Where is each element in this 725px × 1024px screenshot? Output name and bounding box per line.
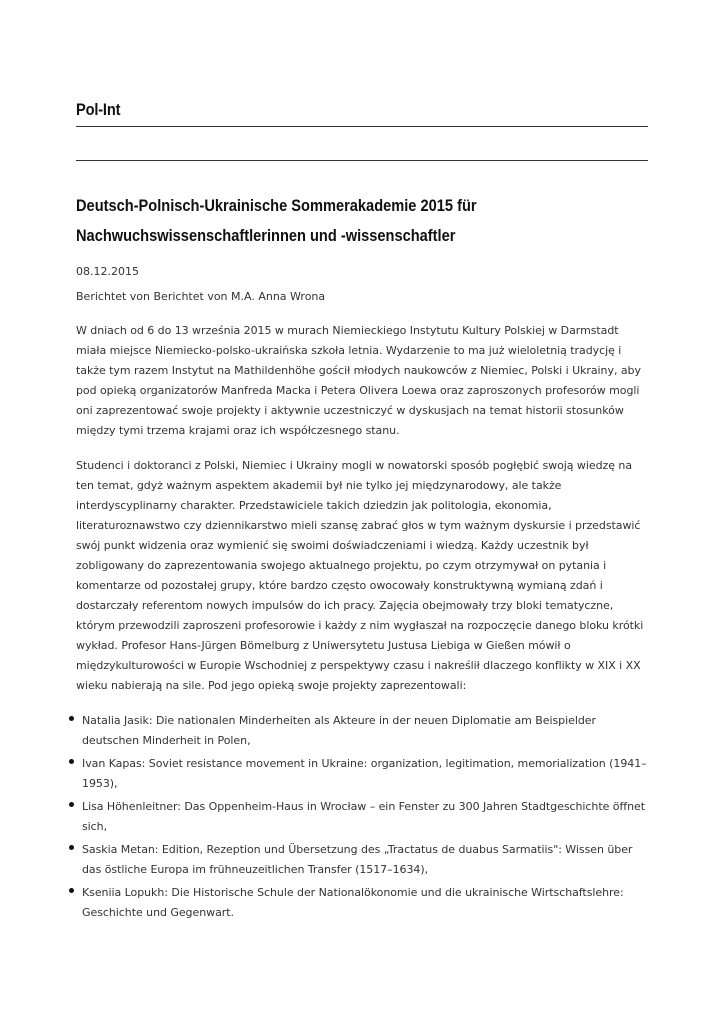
article-body — [76, 321, 651, 926]
list-item-text: Kseniia Lopukh: Die Historische Schule der Nationalökonomie und die ukrainische Wirtschaftslehre: Geschichte und Gegenwart. — [82, 886, 624, 919]
list-item-text: Ivan Kapas: Soviet resistance movement in Ukraine: organization, legitimation, memorialization (1941–1953), — [82, 757, 647, 790]
article-byline: Berichtet von Berichtet von M.A. Anna Wrona — [76, 290, 326, 303]
presenter-list — [76, 711, 651, 923]
header-divider — [76, 126, 648, 127]
list-item-text: Saskia Metan: Edition, Rezeption und Übersetzung des „Tractatus de duabus Sarmatiis": Wissen über das östliche Europa im frühneuzeitlichen Transfer (1517–1634), — [82, 843, 633, 876]
bullet-icon — [69, 888, 74, 893]
list-item — [76, 883, 651, 923]
paragraph: Studenci i doktoranci z Polski, Niemiec i Ukrainy mogli w nowatorski sposób pogłębić swoją wiedzę na ten temat, gdyż ważnym aspektem akademii był nie tylko jej międzynarodowy, ale także interdyscyplinarny charakter. Przedstawiciele takich dziedzin jak politologia, ekonomia, literaturoznawstwo czy dziennikarstwo mieli szansę zabrać głos w tym ważnym dyskursie i przedstawić swój punkt widzenia oraz wymienić się swoimi doświadczeniami i wiedzą. Każdy uczestnik był zobligowany do zaprezentowania swojego aktualnego projektu, po czym otrzymywał on pytania i komentarze od pozostałej grupy, które bardzo często owocowały konstruktywną wymianą zdań i dostarczały referentom nowych impulsów do ich pracy. Zajęcia obejmowały trzy bloki tematyczne, którym przewodzili zaproszeni profesorowie i każdy z nim wygłaszał na rozpoczęcie danego bloku krótki wykład. Profesor Hans-Jürgen Bömelburg z Uniwersytetu Justusa Liebiga w Gießen mówił o międzykulturowości w Europie Wschodniej z perspektywy czasu i nakreślił dlaczego konflikty w XIX i XX wieku nabierają na sile. Pod jego opieką swoje projekty zaprezentowali: — [76, 459, 644, 692]
bullet-icon — [69, 759, 74, 764]
list-item — [76, 711, 651, 751]
bullet-icon — [69, 802, 74, 807]
bullet-icon — [69, 845, 74, 850]
article-title: Deutsch-Polnisch-Ukrainische Sommerakademie 2015 für Nachwuchswissenschaftlerinnen und -wissenschaftler — [76, 196, 477, 245]
list-item — [76, 797, 651, 837]
list-item-text: Lisa Höhenleitner: Das Oppenheim-Haus in Wrocław – ein Fenster zu 300 Jahren Stadtgeschichte öffnet sich, — [82, 800, 646, 833]
list-item — [76, 754, 651, 794]
list-item — [76, 840, 651, 880]
article-date: 08.12.2015 — [76, 265, 139, 278]
site-title[interactable]: Pol-Int — [76, 100, 121, 119]
list-item-text: Natalia Jasik: Die nationalen Minderheiten als Akteure in der neuen Diplomatie am Beispielder deutschen Minderheit in Polen, — [82, 714, 596, 747]
header-divider-bottom — [76, 160, 648, 161]
bullet-icon — [69, 716, 74, 721]
paragraph: W dniach od 6 do 13 września 2015 w murach Niemieckiego Instytutu Kultury Polskiej w Darmstadt miała miejsce Niemiecko-polsko-ukraińska szkoła letnia. Wydarzenie to ma już wieloletnią tradycję i także tym razem Instytut na Mathildenhöhe gościł młodych naukowców z Niemiec, Polski i Ukrainy, aby pod opieką organizatorów Manfreda Macka i Petera Olivera Loewa oraz zaproszonych profesorów mogli oni zaprezentować swoje projekty i aktywnie uczestniczyć w dyskusjach na temat historii stosunków między tymi trzema krajami oraz ich współczesnego stanu. — [76, 324, 641, 437]
